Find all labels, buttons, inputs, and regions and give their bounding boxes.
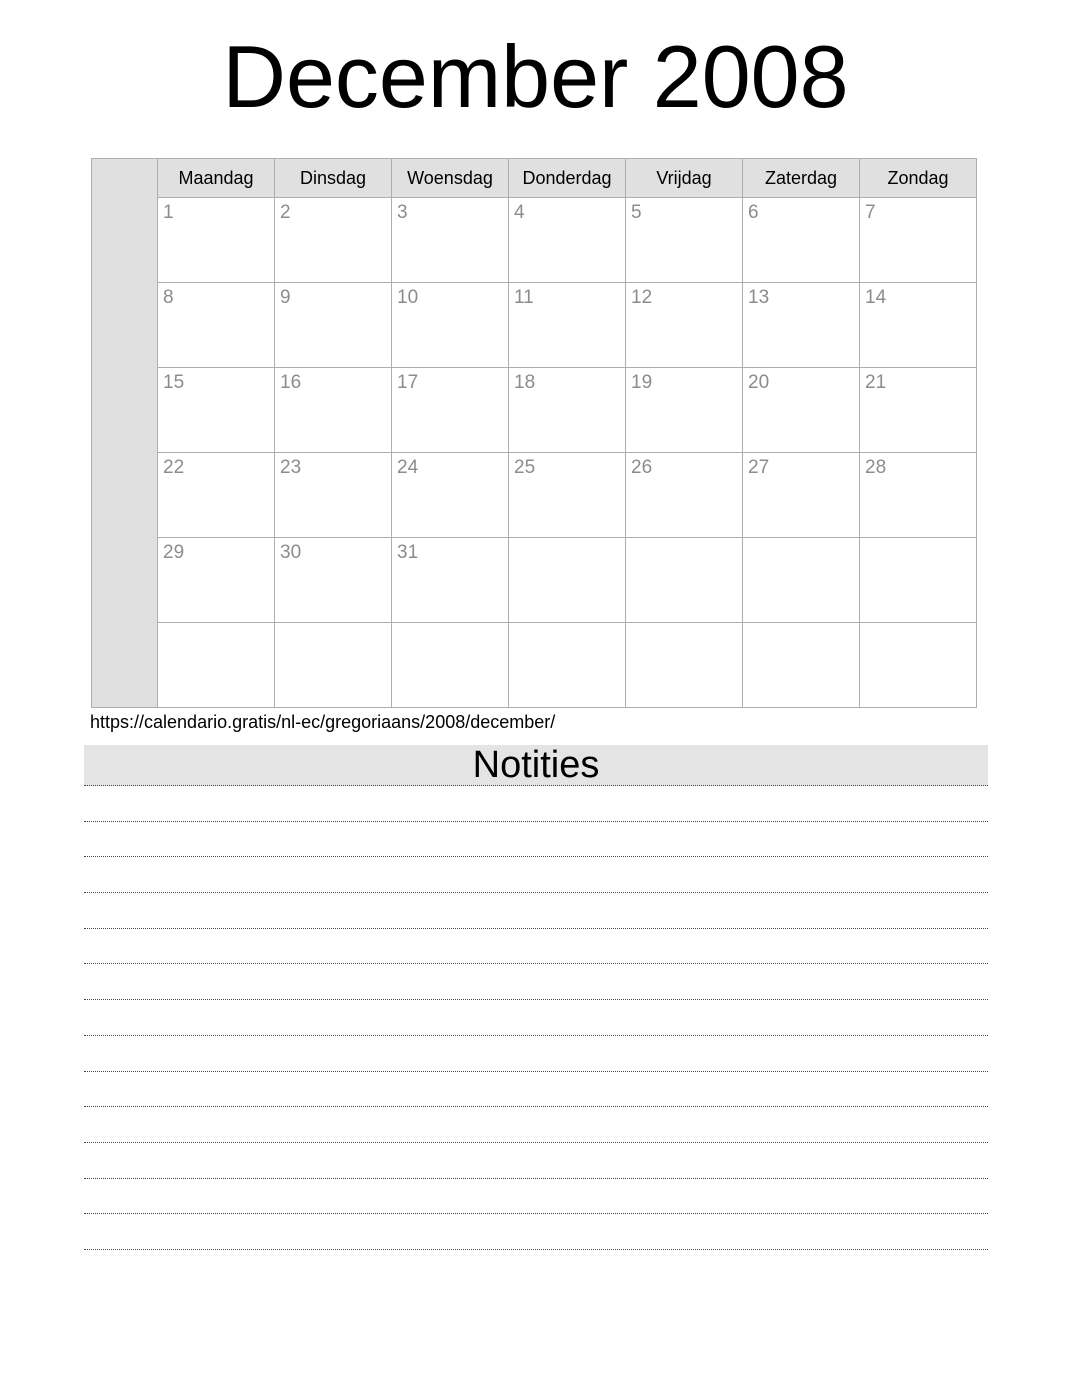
day-cell-27: 27 bbox=[743, 453, 860, 538]
note-line-11 bbox=[84, 1143, 988, 1179]
day-cell-empty bbox=[275, 623, 392, 708]
day-cell-29: 29 bbox=[158, 538, 275, 623]
calendar-body bbox=[92, 159, 977, 708]
weekday-header-donderdag: Donderdag bbox=[509, 159, 626, 198]
day-cell-25: 25 bbox=[509, 453, 626, 538]
calendar-table bbox=[91, 158, 977, 708]
note-line-9 bbox=[84, 1072, 988, 1108]
weekday-header-dinsdag: Dinsdag bbox=[275, 159, 392, 198]
day-cell-30: 30 bbox=[275, 538, 392, 623]
day-cell-12: 12 bbox=[626, 283, 743, 368]
day-cell-empty bbox=[626, 538, 743, 623]
day-cell-empty bbox=[743, 623, 860, 708]
week-row-3 bbox=[92, 368, 977, 453]
note-line-5 bbox=[84, 929, 988, 965]
day-cell-2: 2 bbox=[275, 198, 392, 283]
day-cell-22: 22 bbox=[158, 453, 275, 538]
day-cell-14: 14 bbox=[860, 283, 977, 368]
note-line-3 bbox=[84, 857, 988, 893]
day-cell-13: 13 bbox=[743, 283, 860, 368]
week-row-5 bbox=[92, 538, 977, 623]
day-cell-11: 11 bbox=[509, 283, 626, 368]
day-cell-empty bbox=[509, 623, 626, 708]
day-cell-28: 28 bbox=[860, 453, 977, 538]
weekday-header-maandag: Maandag bbox=[158, 159, 275, 198]
day-cell-26: 26 bbox=[626, 453, 743, 538]
weekday-header-zondag: Zondag bbox=[860, 159, 977, 198]
day-cell-18: 18 bbox=[509, 368, 626, 453]
day-cell-5: 5 bbox=[626, 198, 743, 283]
week-row-2 bbox=[92, 283, 977, 368]
note-line-6 bbox=[84, 964, 988, 1000]
note-lines bbox=[84, 786, 988, 1250]
day-cell-6: 6 bbox=[743, 198, 860, 283]
weekday-header-row bbox=[92, 159, 977, 198]
page-title: December 2008 bbox=[222, 27, 849, 126]
day-cell-3: 3 bbox=[392, 198, 509, 283]
day-cell-8: 8 bbox=[158, 283, 275, 368]
day-cell-empty bbox=[392, 623, 509, 708]
day-cell-4: 4 bbox=[509, 198, 626, 283]
day-cell-16: 16 bbox=[275, 368, 392, 453]
day-cell-empty bbox=[860, 538, 977, 623]
weekday-header-woensdag: Woensdag bbox=[392, 159, 509, 198]
day-cell-empty bbox=[860, 623, 977, 708]
day-cell-empty bbox=[626, 623, 743, 708]
weekday-header-vrijdag: Vrijdag bbox=[626, 159, 743, 198]
note-line-13 bbox=[84, 1214, 988, 1250]
day-cell-31: 31 bbox=[392, 538, 509, 623]
note-line-12 bbox=[84, 1179, 988, 1215]
day-cell-1: 1 bbox=[158, 198, 275, 283]
note-line-4 bbox=[84, 893, 988, 929]
week-row-4 bbox=[92, 453, 977, 538]
day-cell-17: 17 bbox=[392, 368, 509, 453]
note-line-2 bbox=[84, 822, 988, 858]
week-row-6 bbox=[92, 623, 977, 708]
notes-title: Notities bbox=[84, 745, 988, 786]
day-cell-21: 21 bbox=[860, 368, 977, 453]
day-cell-15: 15 bbox=[158, 368, 275, 453]
note-line-7 bbox=[84, 1000, 988, 1036]
note-line-8 bbox=[84, 1036, 988, 1072]
calendar-gutter bbox=[92, 159, 158, 708]
day-cell-empty bbox=[158, 623, 275, 708]
day-cell-23: 23 bbox=[275, 453, 392, 538]
week-row-1 bbox=[92, 198, 977, 283]
day-cell-24: 24 bbox=[392, 453, 509, 538]
weekday-header-zaterdag: Zaterdag bbox=[743, 159, 860, 198]
day-cell-empty bbox=[743, 538, 860, 623]
day-cell-10: 10 bbox=[392, 283, 509, 368]
note-line-10 bbox=[84, 1107, 988, 1143]
day-cell-7: 7 bbox=[860, 198, 977, 283]
notes-section bbox=[84, 745, 988, 1250]
day-cell-empty bbox=[509, 538, 626, 623]
day-cell-9: 9 bbox=[275, 283, 392, 368]
day-cell-20: 20 bbox=[743, 368, 860, 453]
source-url-text: https://calendario.gratis/nl-ec/gregoriaans/2008/december/ bbox=[90, 712, 556, 732]
day-cell-19: 19 bbox=[626, 368, 743, 453]
note-line-1 bbox=[84, 786, 988, 822]
